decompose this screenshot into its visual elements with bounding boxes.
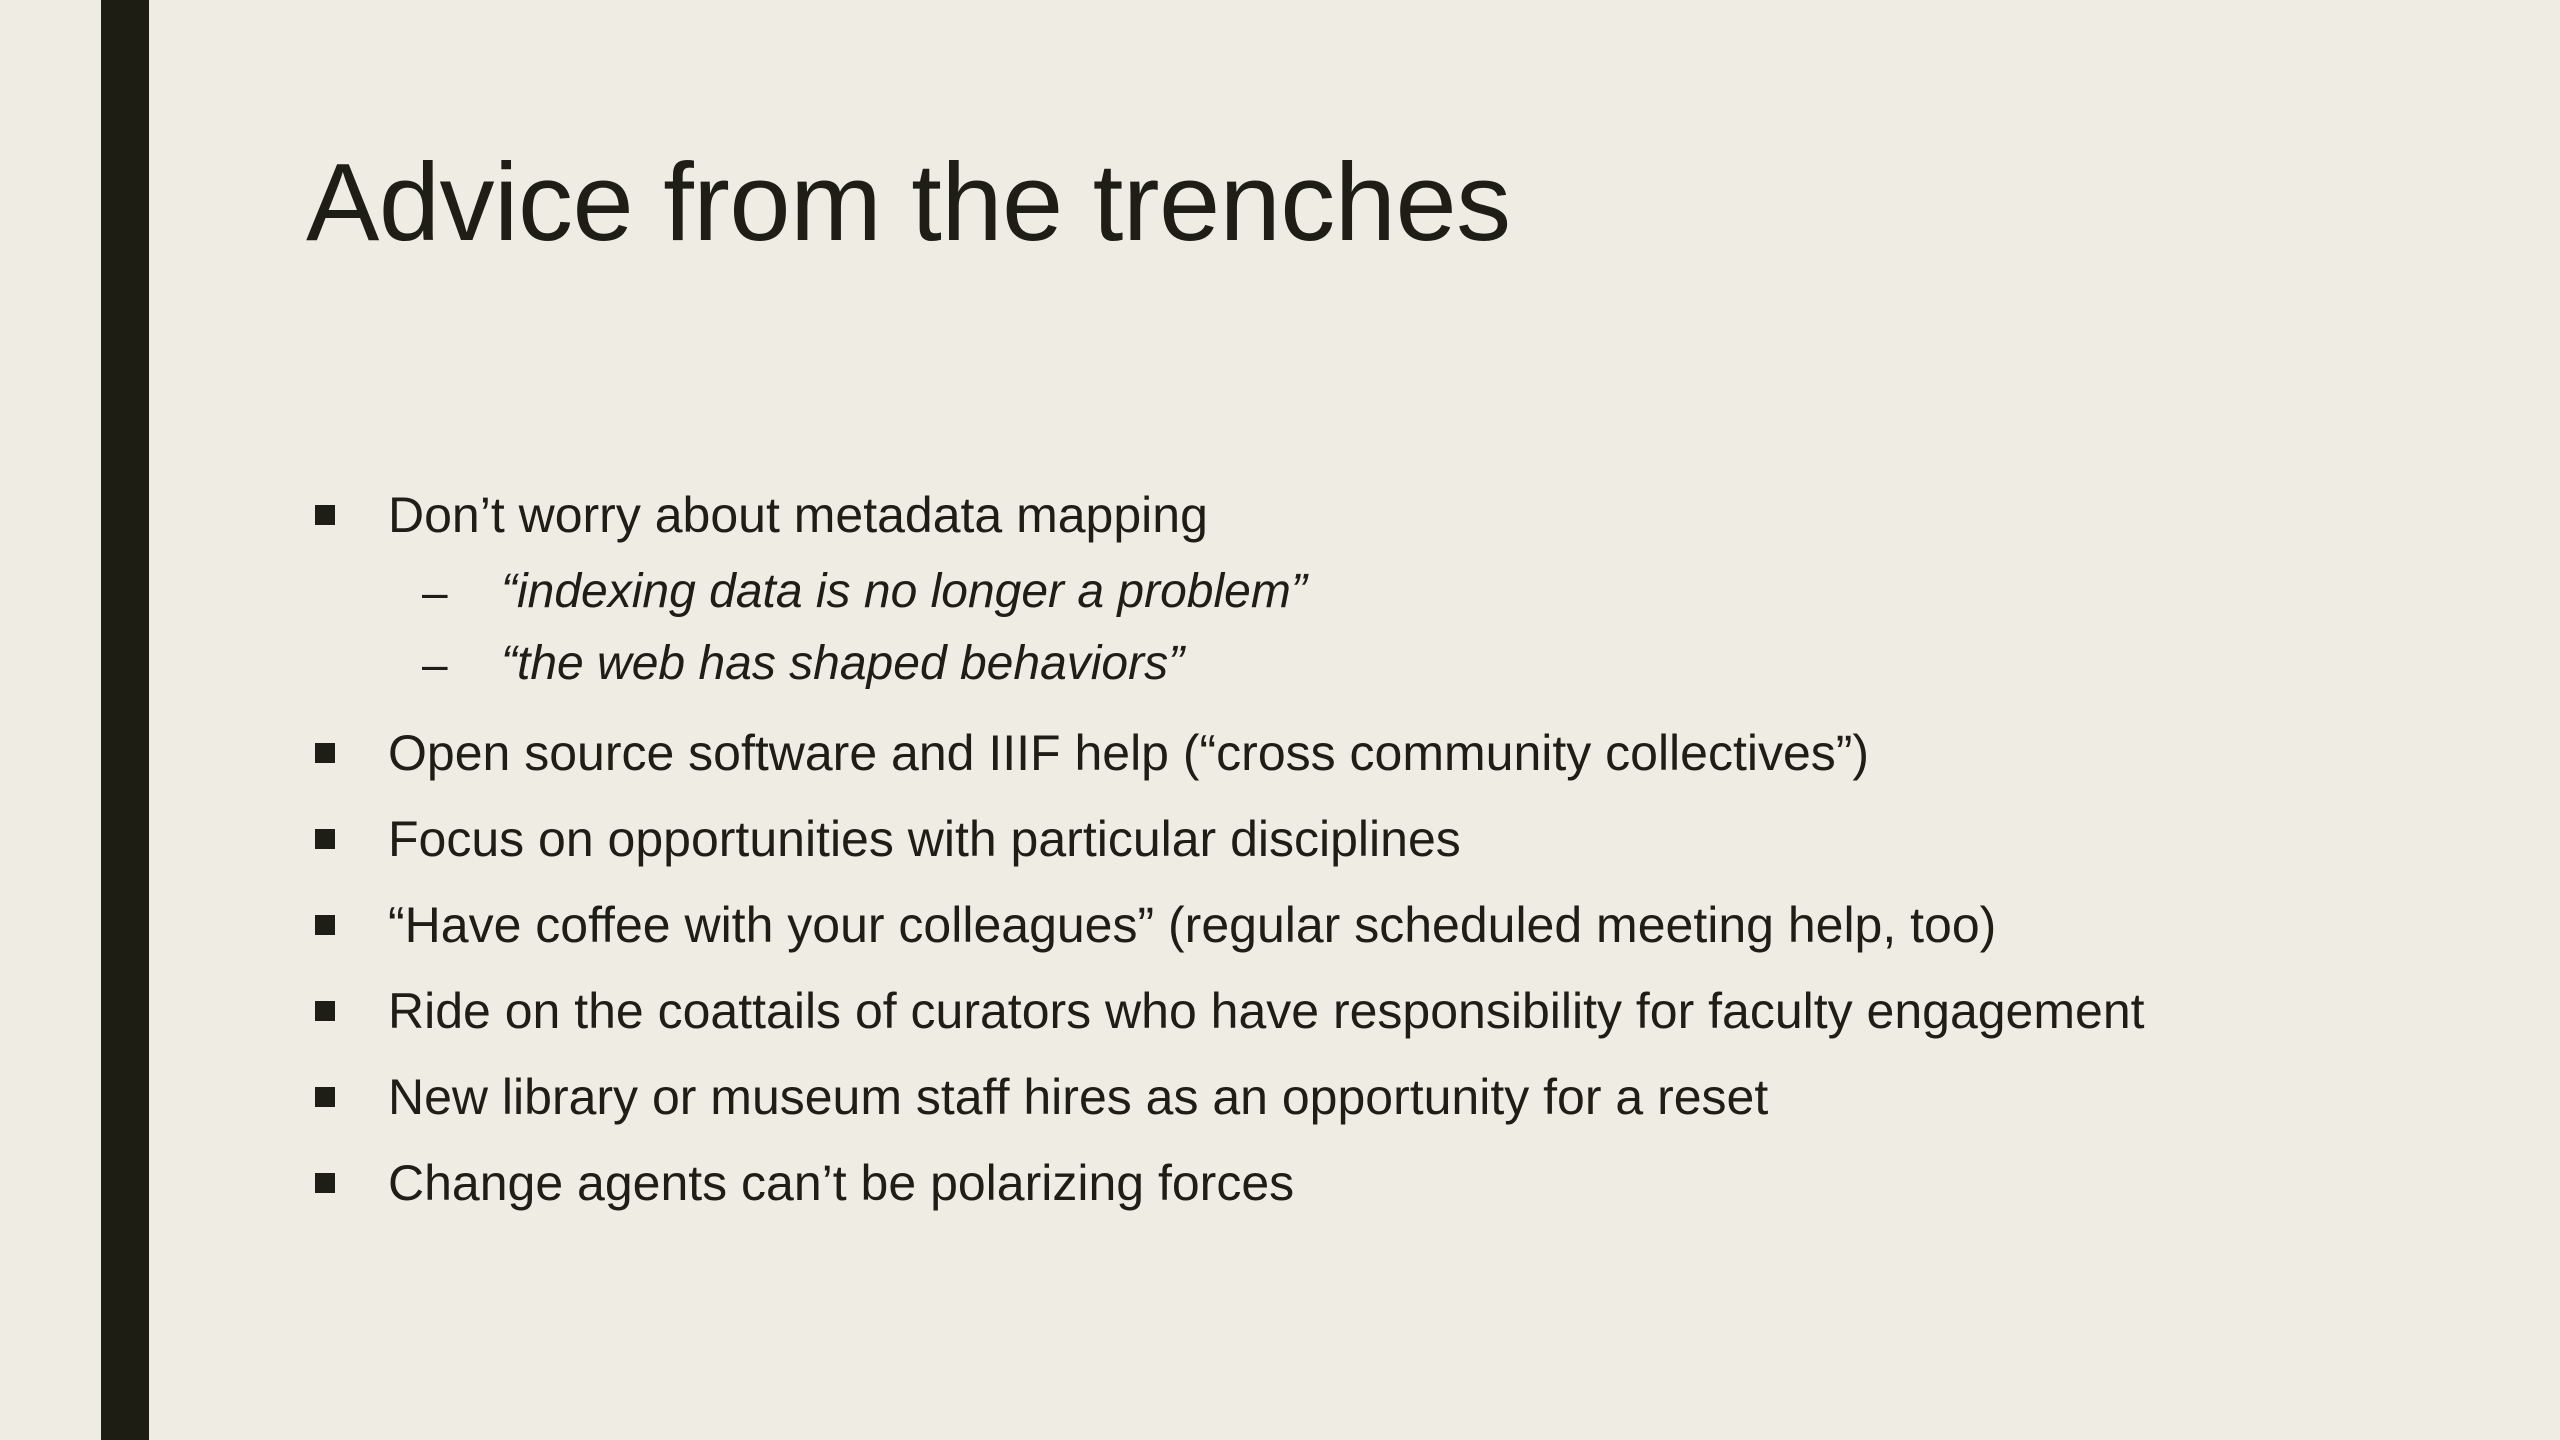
dash-bullet-icon: –: [422, 638, 448, 690]
bullet-text: Focus on opportunities with particular disciplines: [388, 811, 1461, 867]
slide-title: Advice from the trenches: [306, 141, 1511, 264]
sub-bullet-item-web-behaviors: [306, 628, 2456, 700]
sub-bullet-item-indexing: [306, 556, 2456, 628]
bullet-text: Ride on the coattails of curators who have responsibility for faculty engagement: [388, 983, 2145, 1039]
bullet-text: Don’t worry about metadata mapping: [388, 487, 1208, 543]
bullet-text: Change agents can’t be polarizing forces: [388, 1155, 1295, 1211]
square-bullet-icon: [315, 1087, 335, 1107]
bullet-item-open-source: [306, 712, 2456, 798]
bullet-text: Open source software and IIIF help (“cross community collectives”): [388, 725, 1870, 781]
bullet-list: [306, 474, 2456, 1228]
bullet-item-disciplines: [306, 798, 2456, 884]
left-accent-bar: [101, 0, 149, 1440]
square-bullet-icon: [315, 505, 335, 525]
sub-bullet-text: “the web has shaped behaviors”: [501, 637, 1185, 690]
bullet-item-coffee: [306, 884, 2456, 970]
square-bullet-icon: [315, 1001, 335, 1021]
bullet-item-change-agents: [306, 1142, 2456, 1228]
square-bullet-icon: [315, 1173, 335, 1193]
square-bullet-icon: [315, 743, 335, 763]
bullet-item-staff-hires: [306, 1056, 2456, 1142]
dash-bullet-icon: –: [422, 566, 448, 618]
square-bullet-icon: [315, 829, 335, 849]
bullet-text: New library or museum staff hires as an opportunity for a reset: [388, 1069, 1769, 1125]
sub-bullet-text: “indexing data is no longer a problem”: [501, 565, 1307, 618]
bullet-item-metadata-mapping: [306, 474, 2456, 556]
square-bullet-icon: [315, 915, 335, 935]
bullet-text: “Have coffee with your colleagues” (regular scheduled meeting help, too): [388, 897, 1997, 953]
bullet-item-curators: [306, 970, 2456, 1056]
